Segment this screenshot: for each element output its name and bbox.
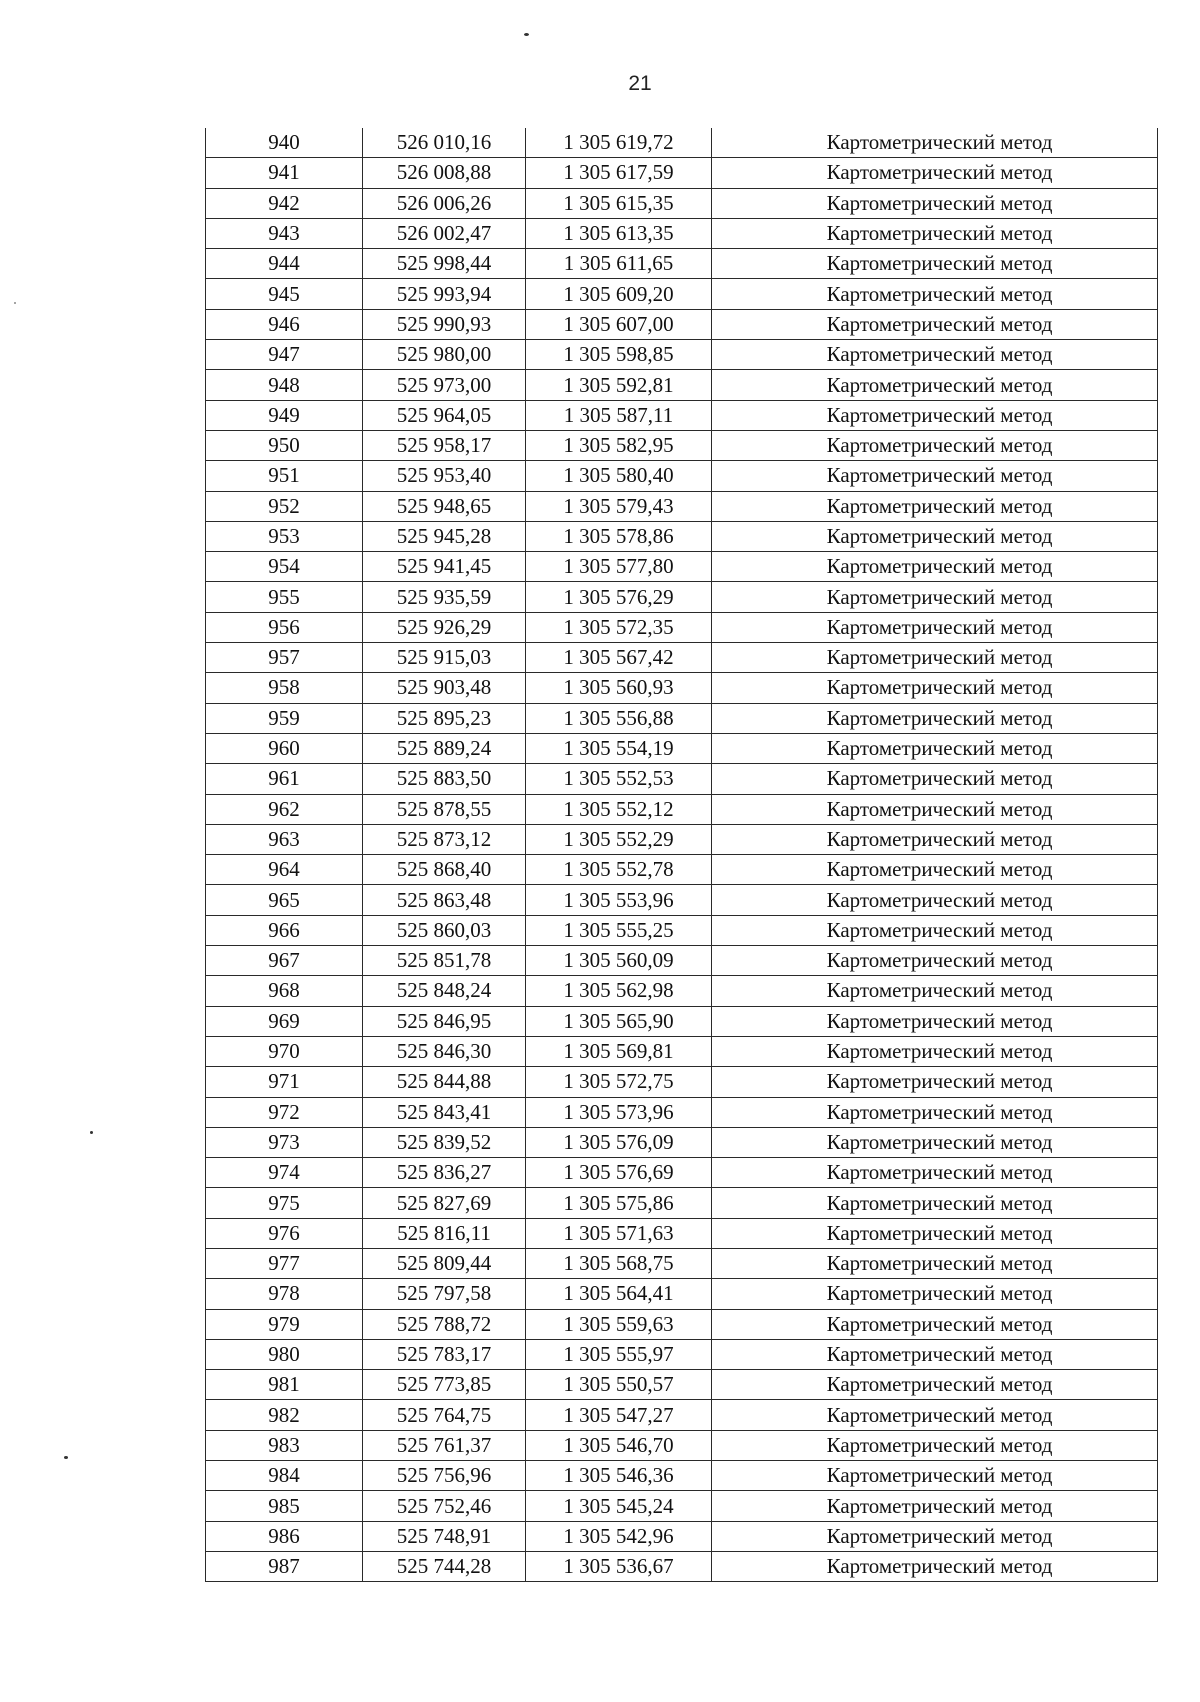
table-row xyxy=(206,976,1158,1006)
method-cell: Картометрический метод xyxy=(712,855,1158,885)
point-number-cell: 975 xyxy=(206,1188,363,1218)
method-cell: Картометрический метод xyxy=(712,1339,1158,1369)
point-number-cell: 942 xyxy=(206,188,363,218)
y-coordinate-cell: 1 305 592,81 xyxy=(526,370,712,400)
x-coordinate-cell: 525 903,48 xyxy=(363,673,526,703)
x-coordinate-cell: 525 980,00 xyxy=(363,340,526,370)
x-coordinate-cell: 525 868,40 xyxy=(363,855,526,885)
y-coordinate-cell: 1 305 573,96 xyxy=(526,1097,712,1127)
y-coordinate-cell: 1 305 565,90 xyxy=(526,1006,712,1036)
point-number-cell: 947 xyxy=(206,340,363,370)
y-coordinate-cell: 1 305 536,67 xyxy=(526,1551,712,1581)
table-row xyxy=(206,128,1158,158)
y-coordinate-cell: 1 305 556,88 xyxy=(526,703,712,733)
point-number-cell: 986 xyxy=(206,1521,363,1551)
table-row xyxy=(206,703,1158,733)
x-coordinate-cell: 525 953,40 xyxy=(363,461,526,491)
table-row xyxy=(206,1188,1158,1218)
method-cell: Картометрический метод xyxy=(712,521,1158,551)
table-row xyxy=(206,400,1158,430)
x-coordinate-cell: 525 844,88 xyxy=(363,1067,526,1097)
x-coordinate-cell: 525 860,03 xyxy=(363,915,526,945)
table-row xyxy=(206,1430,1158,1460)
y-coordinate-cell: 1 305 567,42 xyxy=(526,643,712,673)
y-coordinate-cell: 1 305 547,27 xyxy=(526,1400,712,1430)
table-row xyxy=(206,218,1158,248)
coordinates-table xyxy=(205,128,1158,1582)
table-row xyxy=(206,430,1158,460)
x-coordinate-cell: 525 945,28 xyxy=(363,521,526,551)
table-row xyxy=(206,612,1158,642)
point-number-cell: 950 xyxy=(206,430,363,460)
table-row xyxy=(206,1309,1158,1339)
method-cell: Картометрический метод xyxy=(712,764,1158,794)
table-row xyxy=(206,370,1158,400)
method-cell: Картометрический метод xyxy=(712,1188,1158,1218)
y-coordinate-cell: 1 305 598,85 xyxy=(526,340,712,370)
x-coordinate-cell: 525 783,17 xyxy=(363,1339,526,1369)
method-cell: Картометрический метод xyxy=(712,1127,1158,1157)
method-cell: Картометрический метод xyxy=(712,1370,1158,1400)
table-row xyxy=(206,461,1158,491)
point-number-cell: 955 xyxy=(206,582,363,612)
point-number-cell: 946 xyxy=(206,309,363,339)
point-number-cell: 976 xyxy=(206,1218,363,1248)
x-coordinate-cell: 526 008,88 xyxy=(363,158,526,188)
method-cell: Картометрический метод xyxy=(712,370,1158,400)
method-cell: Картометрический метод xyxy=(712,582,1158,612)
point-number-cell: 985 xyxy=(206,1491,363,1521)
table-row xyxy=(206,1218,1158,1248)
y-coordinate-cell: 1 305 607,00 xyxy=(526,309,712,339)
page-number: 21 xyxy=(628,72,652,95)
x-coordinate-cell: 525 973,00 xyxy=(363,370,526,400)
method-cell: Картометрический метод xyxy=(712,1430,1158,1460)
table-row xyxy=(206,1248,1158,1278)
method-cell: Картометрический метод xyxy=(712,1461,1158,1491)
x-coordinate-cell: 525 851,78 xyxy=(363,946,526,976)
x-coordinate-cell: 525 843,41 xyxy=(363,1097,526,1127)
point-number-cell: 941 xyxy=(206,158,363,188)
y-coordinate-cell: 1 305 552,78 xyxy=(526,855,712,885)
point-number-cell: 962 xyxy=(206,794,363,824)
x-coordinate-cell: 525 915,03 xyxy=(363,643,526,673)
y-coordinate-cell: 1 305 613,35 xyxy=(526,218,712,248)
x-coordinate-cell: 526 010,16 xyxy=(363,128,526,158)
point-number-cell: 945 xyxy=(206,279,363,309)
point-number-cell: 977 xyxy=(206,1248,363,1278)
table-row xyxy=(206,309,1158,339)
point-number-cell: 952 xyxy=(206,491,363,521)
table-row xyxy=(206,1067,1158,1097)
y-coordinate-cell: 1 305 575,86 xyxy=(526,1188,712,1218)
x-coordinate-cell: 525 948,65 xyxy=(363,491,526,521)
method-cell: Картометрический метод xyxy=(712,1551,1158,1581)
y-coordinate-cell: 1 305 569,81 xyxy=(526,1036,712,1066)
table-row xyxy=(206,249,1158,279)
y-coordinate-cell: 1 305 560,09 xyxy=(526,946,712,976)
method-cell: Картометрический метод xyxy=(712,1097,1158,1127)
y-coordinate-cell: 1 305 572,75 xyxy=(526,1067,712,1097)
method-cell: Картометрический метод xyxy=(712,794,1158,824)
y-coordinate-cell: 1 305 576,09 xyxy=(526,1127,712,1157)
point-number-cell: 978 xyxy=(206,1279,363,1309)
point-number-cell: 970 xyxy=(206,1036,363,1066)
x-coordinate-cell: 525 878,55 xyxy=(363,794,526,824)
method-cell: Картометрический метод xyxy=(712,946,1158,976)
point-number-cell: 964 xyxy=(206,855,363,885)
y-coordinate-cell: 1 305 542,96 xyxy=(526,1521,712,1551)
table-row xyxy=(206,643,1158,673)
method-cell: Картометрический метод xyxy=(712,309,1158,339)
point-number-cell: 967 xyxy=(206,946,363,976)
point-number-cell: 972 xyxy=(206,1097,363,1127)
y-coordinate-cell: 1 305 576,69 xyxy=(526,1158,712,1188)
x-coordinate-cell: 525 926,29 xyxy=(363,612,526,642)
x-coordinate-cell: 525 958,17 xyxy=(363,430,526,460)
method-cell: Картометрический метод xyxy=(712,1067,1158,1097)
table-row xyxy=(206,1036,1158,1066)
table-row xyxy=(206,824,1158,854)
x-coordinate-cell: 525 809,44 xyxy=(363,1248,526,1278)
y-coordinate-cell: 1 305 571,63 xyxy=(526,1218,712,1248)
x-coordinate-cell: 525 889,24 xyxy=(363,733,526,763)
x-coordinate-cell: 525 816,11 xyxy=(363,1218,526,1248)
x-coordinate-cell: 525 998,44 xyxy=(363,249,526,279)
x-coordinate-cell: 525 761,37 xyxy=(363,1430,526,1460)
y-coordinate-cell: 1 305 560,93 xyxy=(526,673,712,703)
x-coordinate-cell: 526 002,47 xyxy=(363,218,526,248)
x-coordinate-cell: 525 773,85 xyxy=(363,1370,526,1400)
x-coordinate-cell: 525 756,96 xyxy=(363,1461,526,1491)
x-coordinate-cell: 525 797,58 xyxy=(363,1279,526,1309)
method-cell: Картометрический метод xyxy=(712,400,1158,430)
point-number-cell: 969 xyxy=(206,1006,363,1036)
method-cell: Картометрический метод xyxy=(712,824,1158,854)
y-coordinate-cell: 1 305 577,80 xyxy=(526,552,712,582)
y-coordinate-cell: 1 305 568,75 xyxy=(526,1248,712,1278)
y-coordinate-cell: 1 305 576,29 xyxy=(526,582,712,612)
y-coordinate-cell: 1 305 582,95 xyxy=(526,430,712,460)
y-coordinate-cell: 1 305 611,65 xyxy=(526,249,712,279)
method-cell: Картометрический метод xyxy=(712,976,1158,1006)
x-coordinate-cell: 525 827,69 xyxy=(363,1188,526,1218)
table-row xyxy=(206,1279,1158,1309)
y-coordinate-cell: 1 305 546,36 xyxy=(526,1461,712,1491)
y-coordinate-cell: 1 305 546,70 xyxy=(526,1430,712,1460)
point-number-cell: 958 xyxy=(206,673,363,703)
coordinates-table-body xyxy=(206,128,1158,1582)
method-cell: Картометрический метод xyxy=(712,1218,1158,1248)
x-coordinate-cell: 525 873,12 xyxy=(363,824,526,854)
point-number-cell: 983 xyxy=(206,1430,363,1460)
x-coordinate-cell: 525 848,24 xyxy=(363,976,526,1006)
x-coordinate-cell: 525 839,52 xyxy=(363,1127,526,1157)
table-row xyxy=(206,279,1158,309)
method-cell: Картометрический метод xyxy=(712,1400,1158,1430)
y-coordinate-cell: 1 305 580,40 xyxy=(526,461,712,491)
x-coordinate-cell: 525 846,95 xyxy=(363,1006,526,1036)
table-row xyxy=(206,1158,1158,1188)
table-row xyxy=(206,915,1158,945)
table-row xyxy=(206,521,1158,551)
y-coordinate-cell: 1 305 553,96 xyxy=(526,885,712,915)
x-coordinate-cell: 525 788,72 xyxy=(363,1309,526,1339)
table-row xyxy=(206,582,1158,612)
table-row xyxy=(206,794,1158,824)
scan-speck xyxy=(90,1131,93,1134)
table-row xyxy=(206,158,1158,188)
method-cell: Картометрический метод xyxy=(712,158,1158,188)
table-row xyxy=(206,764,1158,794)
table-row xyxy=(206,673,1158,703)
table-row xyxy=(206,1461,1158,1491)
method-cell: Картометрический метод xyxy=(712,552,1158,582)
point-number-cell: 981 xyxy=(206,1370,363,1400)
method-cell: Картометрический метод xyxy=(712,491,1158,521)
method-cell: Картометрический метод xyxy=(712,1248,1158,1278)
x-coordinate-cell: 525 964,05 xyxy=(363,400,526,430)
y-coordinate-cell: 1 305 619,72 xyxy=(526,128,712,158)
y-coordinate-cell: 1 305 559,63 xyxy=(526,1309,712,1339)
y-coordinate-cell: 1 305 554,19 xyxy=(526,733,712,763)
point-number-cell: 971 xyxy=(206,1067,363,1097)
method-cell: Картометрический метод xyxy=(712,885,1158,915)
point-number-cell: 982 xyxy=(206,1400,363,1430)
y-coordinate-cell: 1 305 617,59 xyxy=(526,158,712,188)
method-cell: Картометрический метод xyxy=(712,703,1158,733)
x-coordinate-cell: 526 006,26 xyxy=(363,188,526,218)
method-cell: Картометрический метод xyxy=(712,1521,1158,1551)
scan-speck xyxy=(14,302,16,304)
y-coordinate-cell: 1 305 552,53 xyxy=(526,764,712,794)
method-cell: Картометрический метод xyxy=(712,1158,1158,1188)
method-cell: Картометрический метод xyxy=(712,733,1158,763)
point-number-cell: 966 xyxy=(206,915,363,945)
x-coordinate-cell: 525 990,93 xyxy=(363,309,526,339)
table-row xyxy=(206,1491,1158,1521)
method-cell: Картометрический метод xyxy=(712,1491,1158,1521)
y-coordinate-cell: 1 305 579,43 xyxy=(526,491,712,521)
y-coordinate-cell: 1 305 555,97 xyxy=(526,1339,712,1369)
method-cell: Картометрический метод xyxy=(712,1006,1158,1036)
y-coordinate-cell: 1 305 562,98 xyxy=(526,976,712,1006)
point-number-cell: 965 xyxy=(206,885,363,915)
table-row xyxy=(206,1127,1158,1157)
point-number-cell: 968 xyxy=(206,976,363,1006)
point-number-cell: 948 xyxy=(206,370,363,400)
point-number-cell: 974 xyxy=(206,1158,363,1188)
table-row xyxy=(206,552,1158,582)
point-number-cell: 954 xyxy=(206,552,363,582)
point-number-cell: 980 xyxy=(206,1339,363,1369)
table-row xyxy=(206,1339,1158,1369)
point-number-cell: 956 xyxy=(206,612,363,642)
point-number-cell: 951 xyxy=(206,461,363,491)
table-row xyxy=(206,340,1158,370)
x-coordinate-cell: 525 935,59 xyxy=(363,582,526,612)
table-row xyxy=(206,855,1158,885)
y-coordinate-cell: 1 305 545,24 xyxy=(526,1491,712,1521)
method-cell: Картометрический метод xyxy=(712,218,1158,248)
x-coordinate-cell: 525 895,23 xyxy=(363,703,526,733)
y-coordinate-cell: 1 305 587,11 xyxy=(526,400,712,430)
point-number-cell: 984 xyxy=(206,1461,363,1491)
y-coordinate-cell: 1 305 564,41 xyxy=(526,1279,712,1309)
method-cell: Картометрический метод xyxy=(712,1279,1158,1309)
point-number-cell: 953 xyxy=(206,521,363,551)
method-cell: Картометрический метод xyxy=(712,612,1158,642)
method-cell: Картометрический метод xyxy=(712,673,1158,703)
y-coordinate-cell: 1 305 552,29 xyxy=(526,824,712,854)
x-coordinate-cell: 525 941,45 xyxy=(363,552,526,582)
table-row xyxy=(206,885,1158,915)
method-cell: Картометрический метод xyxy=(712,279,1158,309)
table-row xyxy=(206,491,1158,521)
y-coordinate-cell: 1 305 550,57 xyxy=(526,1370,712,1400)
method-cell: Картометрический метод xyxy=(712,1036,1158,1066)
point-number-cell: 957 xyxy=(206,643,363,673)
table-row xyxy=(206,188,1158,218)
method-cell: Картометрический метод xyxy=(712,188,1158,218)
point-number-cell: 987 xyxy=(206,1551,363,1581)
point-number-cell: 959 xyxy=(206,703,363,733)
point-number-cell: 949 xyxy=(206,400,363,430)
point-number-cell: 940 xyxy=(206,128,363,158)
x-coordinate-cell: 525 883,50 xyxy=(363,764,526,794)
table-row xyxy=(206,1400,1158,1430)
point-number-cell: 960 xyxy=(206,733,363,763)
table-row xyxy=(206,1097,1158,1127)
x-coordinate-cell: 525 863,48 xyxy=(363,885,526,915)
point-number-cell: 963 xyxy=(206,824,363,854)
y-coordinate-cell: 1 305 552,12 xyxy=(526,794,712,824)
scan-speck xyxy=(524,33,529,36)
method-cell: Картометрический метод xyxy=(712,461,1158,491)
point-number-cell: 943 xyxy=(206,218,363,248)
method-cell: Картометрический метод xyxy=(712,1309,1158,1339)
table-row xyxy=(206,1006,1158,1036)
method-cell: Картометрический метод xyxy=(712,430,1158,460)
method-cell: Картометрический метод xyxy=(712,249,1158,279)
method-cell: Картометрический метод xyxy=(712,643,1158,673)
x-coordinate-cell: 525 748,91 xyxy=(363,1521,526,1551)
point-number-cell: 944 xyxy=(206,249,363,279)
table-row xyxy=(206,1551,1158,1581)
y-coordinate-cell: 1 305 609,20 xyxy=(526,279,712,309)
x-coordinate-cell: 525 836,27 xyxy=(363,1158,526,1188)
y-coordinate-cell: 1 305 555,25 xyxy=(526,915,712,945)
x-coordinate-cell: 525 846,30 xyxy=(363,1036,526,1066)
table-row xyxy=(206,733,1158,763)
table-row xyxy=(206,946,1158,976)
y-coordinate-cell: 1 305 615,35 xyxy=(526,188,712,218)
scan-speck xyxy=(64,1456,68,1459)
point-number-cell: 979 xyxy=(206,1309,363,1339)
table-row xyxy=(206,1521,1158,1551)
x-coordinate-cell: 525 764,75 xyxy=(363,1400,526,1430)
method-cell: Картометрический метод xyxy=(712,340,1158,370)
y-coordinate-cell: 1 305 572,35 xyxy=(526,612,712,642)
x-coordinate-cell: 525 752,46 xyxy=(363,1491,526,1521)
x-coordinate-cell: 525 744,28 xyxy=(363,1551,526,1581)
point-number-cell: 973 xyxy=(206,1127,363,1157)
x-coordinate-cell: 525 993,94 xyxy=(363,279,526,309)
table-row xyxy=(206,1370,1158,1400)
y-coordinate-cell: 1 305 578,86 xyxy=(526,521,712,551)
method-cell: Картометрический метод xyxy=(712,128,1158,158)
method-cell: Картометрический метод xyxy=(712,915,1158,945)
point-number-cell: 961 xyxy=(206,764,363,794)
